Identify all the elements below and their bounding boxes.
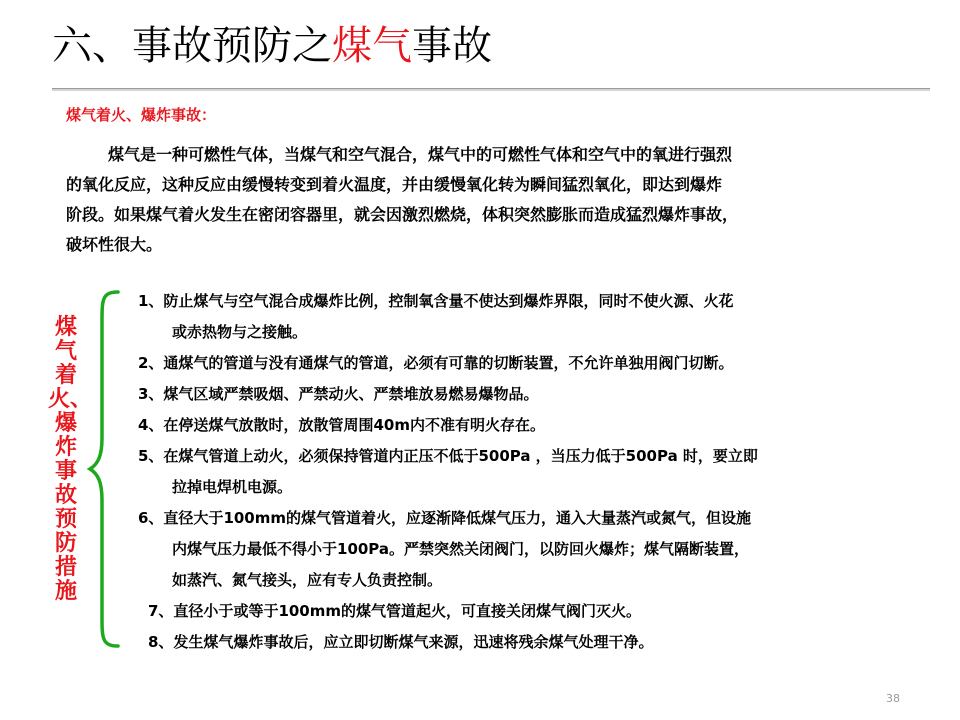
intro-line: 破坏性很大。 xyxy=(66,235,163,254)
intro-line: 的氧化反应，这种反应由缓慢转变到着火温度，并由缓慢氧化转为瞬间猛烈氧化，即达到爆炸 xyxy=(66,175,723,194)
title-prefix: 六、事故预防之 xyxy=(52,23,332,69)
measure-line: 2、通煤气的管道与没有通煤气的管道，必须有可靠的切断装置，不允许单独用阀门切断。 xyxy=(138,354,734,372)
slide-title xyxy=(52,18,492,74)
page-number: 38 xyxy=(886,692,900,705)
measure-line: 1、防止煤气与空气混合成爆炸比例，控制氧含量不使达到爆炸界限，同时不使火源、火花 xyxy=(138,292,734,310)
measure-line: 拉掉电焊机电源。 xyxy=(172,478,293,496)
measure-line: 4、在停送煤气放散时，放散管周围40m内不准有明火存在。 xyxy=(138,416,545,434)
intro-line: 阶段。如果煤气着火发生在密闭容器里，就会因激烈燃烧，体积突然膨胀而造成猛烈爆炸事故， xyxy=(66,205,739,224)
intro-line: 煤气是一种可燃性气体，当煤气和空气混合，煤气中的可燃性气体和空气中的氧进行强烈 xyxy=(108,145,733,164)
side-label-vertical: 煤气着火、爆炸事故预防措施 xyxy=(48,315,93,604)
measure-line: 3、煤气区域严禁吸烟、严禁动火、严禁堆放易燃易爆物品。 xyxy=(138,385,539,403)
measure-line: 如蒸汽、氮气接头，应有专人负责控制。 xyxy=(172,571,443,589)
title-divider xyxy=(52,88,930,91)
measure-line: 或赤热物与之接触。 xyxy=(172,323,308,341)
prevention-measures-list xyxy=(138,286,948,658)
title-highlight: 煤气 xyxy=(332,23,412,69)
section-heading: 煤气着火、爆炸事故： xyxy=(66,106,217,124)
measure-line: 5、在煤气管道上动火，必须保持管道内正压不低于500Pa ，当压力低于500Pa 时，要立即 xyxy=(138,447,758,465)
measure-line: 8、发生煤气爆炸事故后，应立即切断煤气来源，迅速将残余煤气处理干净。 xyxy=(148,633,654,651)
intro-paragraph xyxy=(66,140,928,260)
measure-line: 6、直径大于100mm的煤气管道着火，应逐渐降低煤气压力，通入大量蒸汽或氮气，但设施 xyxy=(138,509,752,527)
curly-brace xyxy=(86,288,122,650)
measure-line: 7、直径小于或等于100mm的煤气管道起火，可直接关闭煤气阀门灭火。 xyxy=(148,602,642,620)
measure-line: 内煤气压力最低不得小于100Pa。严禁突然关闭阀门，以防回火爆炸；煤气隔断装置， xyxy=(172,540,750,558)
title-suffix: 事故 xyxy=(412,23,492,69)
